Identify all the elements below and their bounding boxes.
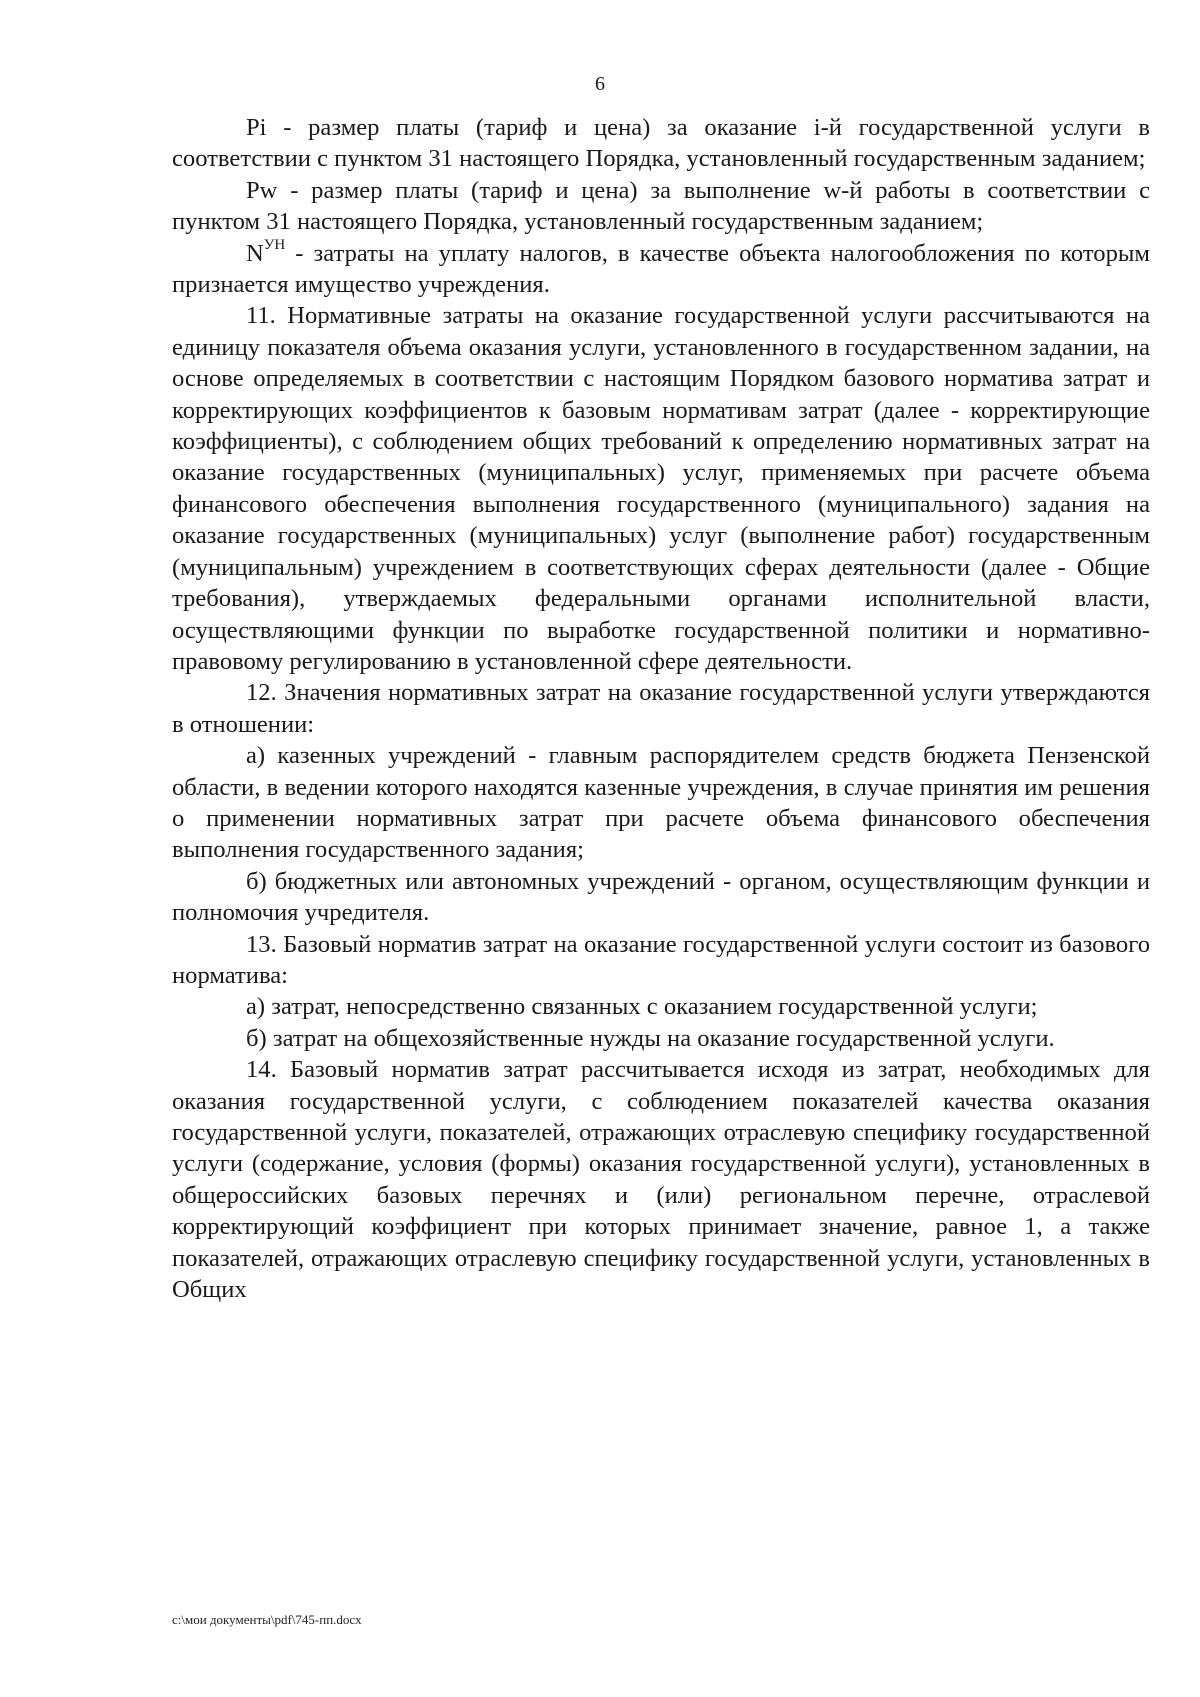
paragraph-item-14: 14. Базовый норматив затрат рассчитывается исходя из затрат, необходимых для оказания государственной услуги, с соблюдением показателей качества оказания государственной услуги, показателей, отражающих отраслевую специфику государственной услуги (содержание, условия (формы) оказания государственной услуги), установленных в общероссийских базовых перечнях и (или) региональном перечне, отраслевой корректирующий коэффициент при которых принимает значение, равное 1, а также показателей, отражающих отраслевую специфику государственной услуги, установленных в Общих [172, 1056, 1150, 1304]
document-body [172, 112, 1150, 1305]
paragraph-item-11: 11. Нормативные затраты на оказание государственной услуги рассчитываются на единицу показателя объема оказания услуги, установленного в государственном задании, на основе определяемых в соответствии с настоящим Порядком базового норматива затрат и корректирующих коэффициентов к базовым нормативам затрат (далее - корректирующие коэффициенты), с соблюдением общих требований к определению нормативных затрат на оказание государственных (муниципальных) услуг, применяемых при расчете объема финансового обеспечения выполнения государственного (муниципального) задания на оказание государственных (муниципальных) услуг (выполнение работ) государственным (муниципальным) учреждением в соответствующих сферах деятельности (далее - Общие требования), утверждаемых федеральными органами исполнительной власти, осуществляющими функции по выработке государственной политики и нормативно-правовому регулированию в установленной сфере деятельности. [172, 302, 1150, 675]
paragraph-item-12-b: б) бюджетных или автономных учреждений - органом, осуществляющим функции и полномочия учредителя. [172, 867, 1150, 927]
paragraph-nyn-definition [172, 238, 1150, 301]
paragraph-item-12-a: а) казенных учреждений - главным распорядителем средств бюджета Пензенской области, в ведении которого находятся казенные учреждения, в случае принятия им решения о применении нормативных затрат при расчете объема финансового обеспечения выполнения государственного задания; [172, 742, 1150, 864]
paragraph-item-13-b: б) затрат на общехозяйственные нужды на оказание государственной услуги. [246, 1024, 1055, 1052]
paragraph-item-12: 12. Значения нормативных затрат на оказание государственной услуги утверждаются в отношении: [172, 679, 1150, 738]
footer-file-path: c:\мои документы\pdf\745-пп.docx [172, 1612, 362, 1627]
paragraph-item-13: 13. Базовый норматив затрат на оказание государственной услуги состоит из базового норматива: [172, 930, 1150, 989]
nyn-letter: N [246, 239, 264, 267]
paragraph-pi-definition: Pi - размер платы (тариф и цена) за оказание i-й государственной услуги в соответствии с пунктом 31 настоящего Порядка, установленный государственным заданием; [172, 114, 1150, 173]
nyn-symbol [246, 236, 286, 267]
nyn-superscript: УН [263, 236, 286, 253]
paragraph-item-13-a: а) затрат, непосредственно связанных с оказанием государственной услуги; [246, 993, 1038, 1021]
page-number: 6 [595, 73, 605, 95]
paragraph-pw-definition: Pw - размер платы (тариф и цена) за выполнение w-й работы в соответствии с пунктом 31 настоящего Порядка, установленный государственным заданием; [172, 176, 1150, 236]
nyn-text: - затраты на уплату налогов, в качестве объекта налогообложения по которым признается имущество учреждения. [172, 239, 1150, 299]
